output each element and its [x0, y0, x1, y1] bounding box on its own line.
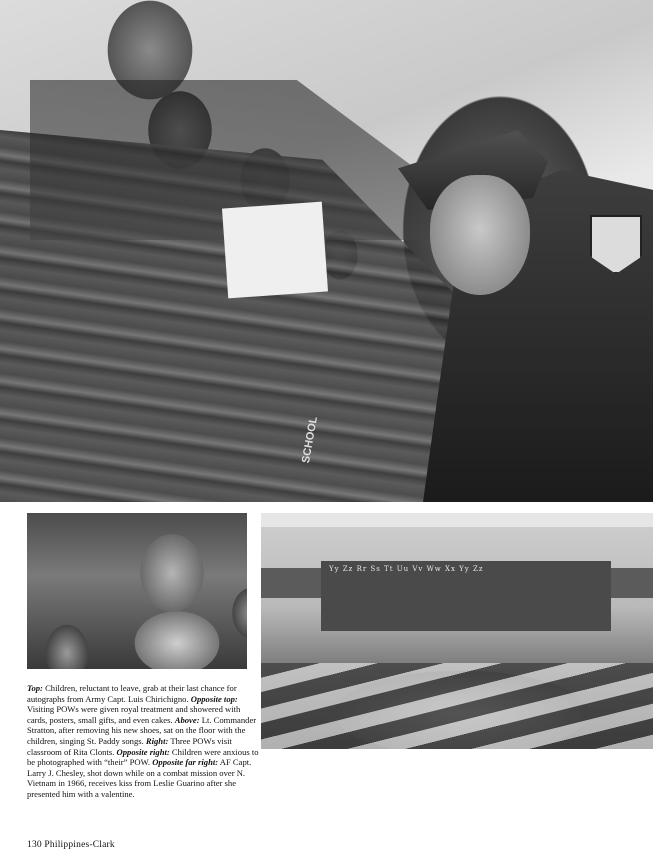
- caption-label-opposite-right: Opposite right:: [116, 746, 170, 757]
- officer-face: [430, 175, 530, 295]
- photo-classroom-pows: [261, 513, 653, 749]
- autograph-paper: [222, 202, 328, 299]
- caption-label-above: Above:: [174, 714, 200, 725]
- chalkboard-alphabet: Yy Zz Rr Ss Tt Uu Vv Ww Xx Yy Zz: [329, 565, 484, 573]
- bus-sign: SCHOOL: [300, 415, 320, 465]
- classroom-desks: [261, 663, 653, 749]
- caption-label-right: Right:: [145, 735, 169, 746]
- caption-label-top: Top:: [27, 683, 43, 693]
- caption-label-opposite-far-right: Opposite far right:: [152, 757, 219, 768]
- photo-stratton-with-children: [27, 513, 247, 669]
- page-folio: 130 Philippines-Clark: [27, 840, 115, 850]
- caption-text-opposite-top: Visiting POWs were given royal treatment and showered with cards, posters, small gifts, and even cakes.: [27, 704, 241, 725]
- photo-caption: [27, 683, 261, 800]
- caption-text-opposite-far-right: AF Capt. Larry J. Chesley, shot down while on a combat mission over N. Vietnam in 1966, receives kiss from Leslie Guarino after she presented him with a valentine.: [27, 757, 252, 799]
- caption-text-top: Children, reluctant to leave, grab at their last chance for autographs from Army Capt. Luis Chirichigno.: [27, 683, 237, 704]
- caption-text-above: Lt. Commander Stratton, after removing his new shoes, sat on the floor with the children, singing St. Paddy songs.: [27, 714, 257, 746]
- caption-label-opposite-top: Opposite top:: [190, 693, 238, 704]
- caption-text-opposite-right: Children were anxious to be photographed with “their” POW.: [27, 746, 259, 768]
- caption-text-right: Three POWs visit classroom of Rita Clonts.: [27, 735, 232, 757]
